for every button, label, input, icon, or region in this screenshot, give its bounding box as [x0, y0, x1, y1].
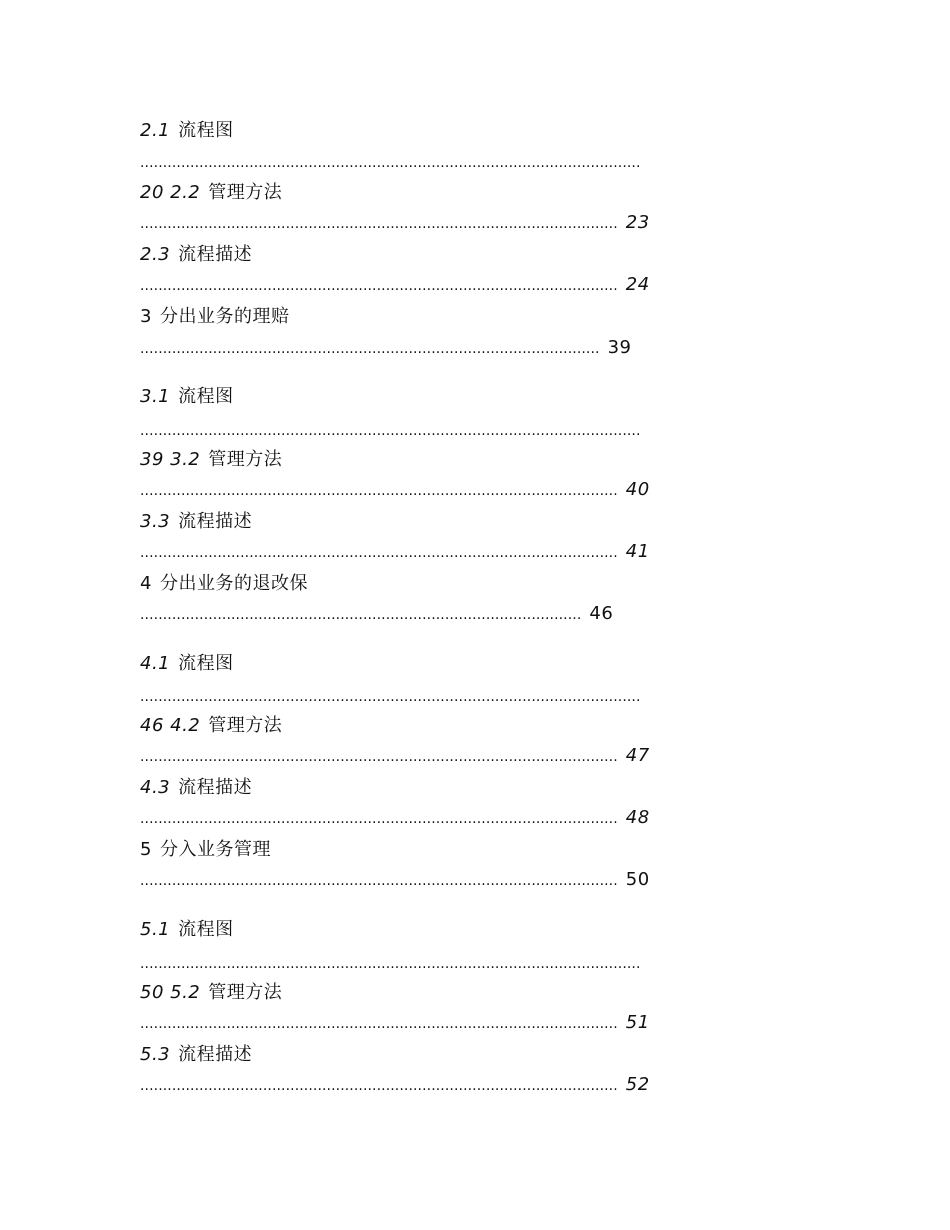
- toc-entry-3-1: [140, 384, 234, 410]
- toc-entry-title: 分出业务的理赔: [159, 306, 290, 327]
- toc-entry-title: 管理方法: [208, 449, 283, 470]
- dot-leader: .........................................................................................................: [140, 1078, 618, 1094]
- toc-page-number: 50: [625, 869, 650, 890]
- toc-entry-2-3: [140, 242, 252, 268]
- dot-leader: .................................................................................................: [140, 607, 582, 623]
- toc-entry-number: 3.3: [140, 511, 171, 532]
- toc-leader: [140, 150, 641, 176]
- toc-page-number: 46: [589, 603, 614, 624]
- toc-entry-5-1: [140, 917, 234, 943]
- toc-leader: [140, 210, 650, 236]
- toc-entry-title: 流程描述: [178, 511, 253, 532]
- toc-entry-title: 流程图: [178, 386, 234, 407]
- toc-page-number: 48: [625, 807, 650, 828]
- toc-entry-number: 39 3.2: [140, 449, 201, 470]
- dot-leader: ..............................................................................................................: [140, 956, 641, 972]
- toc-entry-number: 5.1: [140, 919, 171, 940]
- dot-leader: .........................................................................................................: [140, 216, 618, 232]
- toc-entry-4: [140, 571, 308, 597]
- toc-entry-number: 46 4.2: [140, 715, 201, 736]
- toc-entry-number: 2.3: [140, 244, 171, 265]
- toc-leader: [140, 601, 613, 627]
- toc-entry-number: 50 5.2: [140, 982, 201, 1003]
- toc-entry-title: 分出业务的退改保: [159, 573, 308, 594]
- toc-entry-title: 流程图: [178, 919, 234, 940]
- dot-leader: .........................................................................................................: [140, 278, 618, 294]
- dot-leader: .........................................................................................................: [140, 811, 618, 827]
- toc-leader: [140, 867, 650, 893]
- toc-leader: [140, 1072, 650, 1098]
- dot-leader: ..............................................................................................................: [140, 689, 641, 705]
- toc-leader: [140, 684, 641, 710]
- toc-entry-title: 管理方法: [208, 715, 283, 736]
- dot-leader: .........................................................................................................: [140, 483, 618, 499]
- toc-entry-number: 4.3: [140, 777, 171, 798]
- toc-entry-title: 流程描述: [178, 1044, 253, 1065]
- dot-leader: .........................................................................................................: [140, 1016, 618, 1032]
- toc-leader: [140, 1010, 650, 1036]
- toc-entry-number: 20 2.2: [140, 182, 201, 203]
- toc-page-number: 39: [607, 337, 632, 358]
- dot-leader: ..............................................................................................................: [140, 423, 641, 439]
- toc-entry-5-2: [140, 980, 282, 1006]
- toc-entry-4-3: [140, 775, 252, 801]
- toc-entry-title: 管理方法: [208, 982, 283, 1003]
- toc-leader: [140, 272, 650, 298]
- toc-entry-5: [140, 837, 271, 863]
- toc-leader: [140, 743, 650, 769]
- dot-leader: .....................................................................................................: [140, 341, 600, 357]
- toc-leader: [140, 477, 650, 503]
- toc-entry-3: [140, 304, 289, 330]
- toc-entry-number: 3.1: [140, 386, 171, 407]
- toc-entry-4-1: [140, 651, 234, 677]
- dot-leader: .........................................................................................................: [140, 873, 618, 889]
- toc-entry-3-3: [140, 509, 252, 535]
- toc-leader: [140, 539, 650, 565]
- toc-entry-title: 分入业务管理: [159, 839, 271, 860]
- toc-entry-number: 4: [140, 573, 152, 594]
- toc-entry-number: 5: [140, 839, 152, 860]
- toc-entry-title: 管理方法: [208, 182, 283, 203]
- toc-entry-5-3: [140, 1042, 252, 1068]
- toc-page-number: 24: [625, 274, 650, 295]
- toc-leader: [140, 335, 631, 361]
- toc-entry-2-1: [140, 118, 234, 144]
- toc-entry-number: 3: [140, 306, 152, 327]
- toc-entry-number: 2.1: [140, 120, 171, 141]
- toc-page-number: 23: [625, 212, 650, 233]
- toc-page-number: 51: [625, 1012, 650, 1033]
- dot-leader: .........................................................................................................: [140, 749, 618, 765]
- toc-leader: [140, 418, 641, 444]
- toc-entry-title: 流程图: [178, 653, 234, 674]
- toc-leader: [140, 951, 641, 977]
- toc-page-number: 41: [625, 541, 650, 562]
- dot-leader: ..............................................................................................................: [140, 155, 641, 171]
- toc-page-number: 52: [625, 1074, 650, 1095]
- toc-entry-title: 流程描述: [178, 777, 253, 798]
- toc-entry-2-2: [140, 180, 282, 206]
- toc-page-number: 47: [625, 745, 650, 766]
- toc-entry-number: 5.3: [140, 1044, 171, 1065]
- dot-leader: .........................................................................................................: [140, 545, 618, 561]
- toc-leader: [140, 805, 650, 831]
- toc-page-number: 40: [625, 479, 650, 500]
- toc-entry-title: 流程图: [178, 120, 234, 141]
- toc-entry-4-2: [140, 713, 282, 739]
- toc-entry-title: 流程描述: [178, 244, 253, 265]
- toc-entry-number: 4.1: [140, 653, 171, 674]
- toc-entry-3-2: [140, 447, 282, 473]
